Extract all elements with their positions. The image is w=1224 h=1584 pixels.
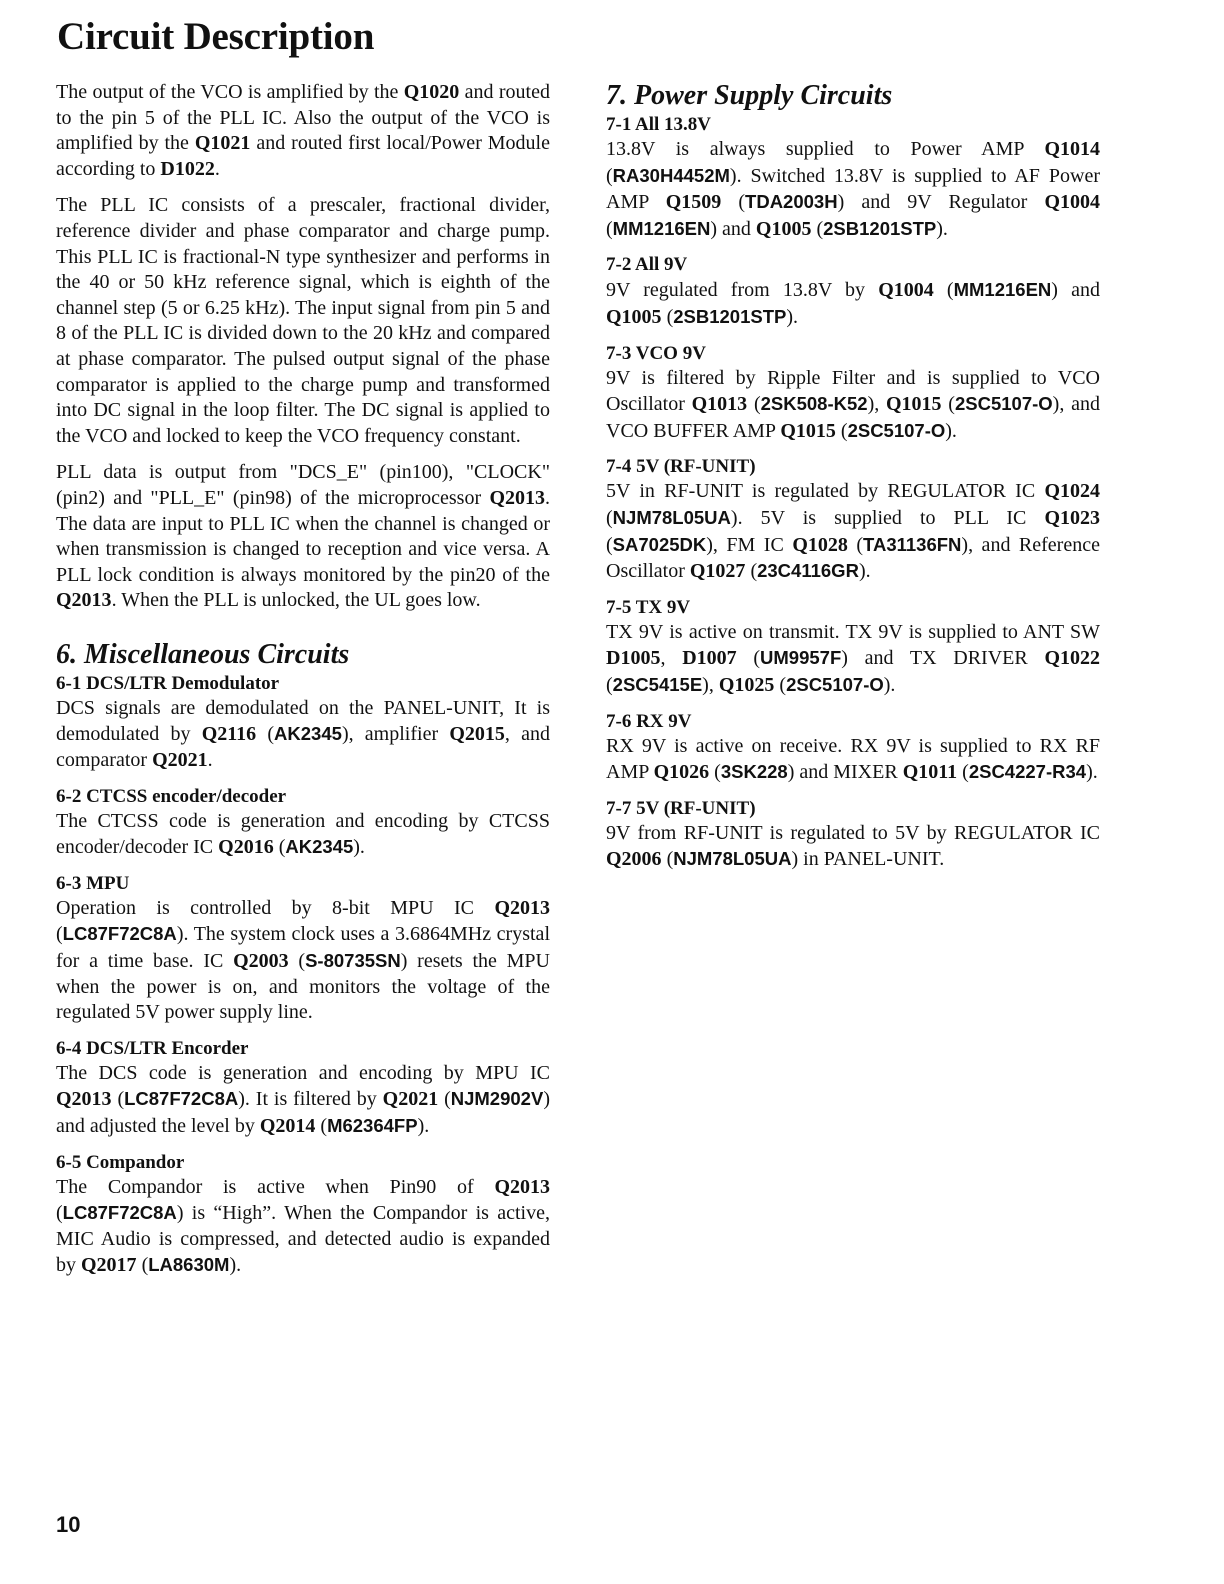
- text-run: 9V from RF-UNIT is regulated to 5V by REGULATOR IC: [606, 821, 1100, 844]
- component-ref: Q1020: [403, 81, 460, 103]
- part-number: S-80735SN: [305, 950, 401, 972]
- section-heading-power: 7. Power Supply Circuits: [606, 80, 893, 111]
- text-run: (: [288, 950, 306, 973]
- part-number: 2SC4227-R34: [968, 761, 1087, 783]
- part-number: NJM78L05UA: [673, 848, 792, 870]
- component-ref: Q2021: [382, 1088, 439, 1111]
- subsection: [606, 112, 1100, 242]
- text-run: ). 5V is supplied to PLL IC: [730, 506, 1045, 529]
- component-ref: Q1025: [718, 673, 775, 696]
- text-run: ). Switched 13.8V is supplied to AF Power AMP: [606, 164, 1100, 214]
- subsection-body: [56, 809, 550, 861]
- component-ref: Q2013: [494, 1175, 550, 1198]
- subsection-body: [606, 734, 1100, 786]
- subsection: [606, 252, 1100, 330]
- component-ref: Q1509: [665, 191, 722, 214]
- component-ref: D1007: [682, 647, 737, 670]
- text-run: (: [273, 836, 286, 859]
- part-number: AK2345: [274, 723, 342, 745]
- text-run: ) and 9V Regulator: [837, 191, 1045, 214]
- page-title: Circuit Description: [57, 15, 375, 58]
- text-run: (: [606, 164, 613, 187]
- subsection: [56, 1150, 550, 1279]
- text-run: (: [709, 761, 721, 784]
- subsection-body: [56, 1175, 550, 1279]
- text-run: (: [933, 279, 954, 302]
- body-paragraph: [56, 80, 550, 182]
- subsection-heading: 7-2 All 9V: [606, 254, 688, 276]
- text-run: ).: [353, 836, 365, 859]
- subsection-heading: 7-5 TX 9V: [606, 596, 691, 618]
- text-run: ). It is filtered by: [238, 1088, 383, 1111]
- text-run: (: [136, 1254, 149, 1277]
- subsection-heading: 7-7 5V (RF-UNIT): [606, 797, 756, 819]
- text-run: , and comparator: [56, 723, 550, 772]
- subsection-heading: 7-4 5V (RF-UNIT): [606, 456, 756, 478]
- component-ref: Q1024: [1044, 480, 1100, 503]
- part-number: NJM2902V: [450, 1088, 544, 1110]
- part-number: 2SB1201STP: [673, 305, 787, 327]
- part-number: NJM78L05UA: [612, 506, 731, 528]
- text-run: ),: [702, 673, 719, 696]
- component-ref: Q1004: [878, 279, 934, 302]
- text-run: TX 9V is active on transmit. TX 9V is supplied to ANT SW: [606, 620, 1100, 643]
- text-run: (: [606, 217, 613, 240]
- component-ref: Q1021: [194, 132, 251, 155]
- text-run: (: [315, 1115, 328, 1137]
- part-number: 2SK508-K52: [760, 393, 868, 415]
- text-run: The PLL IC consists of a prescaler, fractional divider, reference divider and phase comparator and charge pump. This PLL IC is fractional-N type synthesizer and performs in the 40 or 50 kHz reference signal, which is eighth of the channel step (5 or 6.25 kHz). The input signal from pin 5 and 8 of the PLL IC is divided down to the 20 kHz and compared at phase comparator. The pulsed output signal of the phase comparator is applied to the charge pump and transformed into DC signal in the loop filter. The DC signal is applied to the VCO and locked to keep the VCO frequency constant.: [56, 194, 550, 447]
- part-number: MM1216EN: [612, 217, 711, 239]
- component-ref: Q2013: [489, 486, 545, 509]
- subsection-body: [56, 696, 550, 774]
- text-run: (: [957, 761, 969, 784]
- component-ref: Q1023: [1044, 506, 1100, 529]
- component-ref: Q1014: [1044, 138, 1100, 160]
- subsection-heading: 6-2 CTCSS encoder/decoder: [56, 785, 287, 807]
- part-number: 23C4116GR: [757, 560, 859, 582]
- text-run: ) resets the MPU when the power is on, and monitors the voltage of the regulated 5V power supply line.: [56, 950, 550, 1024]
- subsection: [606, 341, 1100, 445]
- component-ref: Q1027: [689, 560, 746, 583]
- text-run: (: [111, 1088, 125, 1111]
- text-run: Operation is controlled by 8-bit MPU IC: [56, 896, 495, 919]
- subsection: [606, 454, 1100, 584]
- text-run: (: [747, 393, 761, 416]
- component-ref: Q1015: [885, 393, 942, 416]
- component-ref: Q2021: [152, 749, 208, 772]
- component-ref: Q2013: [56, 1088, 112, 1111]
- text-run: ) and MIXER: [787, 761, 903, 784]
- part-number: UM9957F: [760, 647, 842, 669]
- power-subsections: [606, 112, 1100, 873]
- subsection-heading: 7-1 All 13.8V: [606, 114, 712, 135]
- part-number: M62364FP: [327, 1115, 418, 1136]
- part-number: 2SC5107-O: [954, 393, 1053, 415]
- text-run: ) and adjusted the level by: [56, 1088, 550, 1137]
- text-run: (: [56, 923, 63, 946]
- component-ref: Q1028: [792, 533, 848, 556]
- component-ref: Q2014: [259, 1115, 316, 1137]
- text-run: ) in PANEL-UNIT.: [791, 848, 945, 871]
- text-run: ).: [1086, 761, 1098, 784]
- component-ref: Q1013: [691, 393, 748, 416]
- text-run: ) and: [710, 217, 756, 240]
- part-number: 2SC5107-O: [847, 419, 946, 441]
- text-run: .: [207, 749, 213, 772]
- subsection: [606, 709, 1100, 786]
- part-number: TDA2003H: [745, 191, 838, 213]
- subsection: [56, 1036, 550, 1140]
- subsection-body: [606, 366, 1100, 445]
- text-run: (: [256, 723, 275, 746]
- component-ref: Q1026: [653, 761, 710, 784]
- subsection: [56, 784, 550, 861]
- component-ref: Q1005: [606, 305, 662, 328]
- pll-description: [56, 80, 550, 614]
- text-run: (: [606, 673, 613, 696]
- subsection-body: [606, 479, 1100, 584]
- component-ref: D1022: [160, 157, 215, 180]
- subsection-heading: 6-5 Compandor: [56, 1151, 185, 1173]
- text-run: ), FM IC: [706, 533, 793, 556]
- subsection-heading: 6-3 MPU: [56, 872, 130, 894]
- component-ref: Q2017: [81, 1254, 137, 1277]
- subsection-body: [606, 620, 1100, 699]
- text-run: and routed to the pin 5 of the PLL IC. Also the output of the VCO is amplified by the: [56, 81, 550, 155]
- subsection-body: [606, 277, 1100, 330]
- component-ref: Q2116: [201, 723, 257, 746]
- subsection-heading: 6-4 DCS/LTR Encorder: [56, 1037, 249, 1059]
- text-run: DCS signals are demodulated on the PANEL-UNIT, It is demodulated by: [56, 696, 550, 746]
- text-run: (: [811, 217, 824, 240]
- part-number: LC87F72C8A: [62, 1202, 177, 1224]
- page-number: 10: [56, 1512, 81, 1537]
- subsection: [606, 796, 1100, 873]
- component-ref: Q1011: [902, 761, 958, 784]
- text-run: ) and TX DRIVER: [841, 647, 1045, 670]
- text-run: ), and Reference Oscillator: [606, 533, 1100, 583]
- part-number: 3SK228: [720, 761, 788, 783]
- text-run: PLL data is output from "DCS_E" (pin100), "CLOCK" (pin2) and "PLL_E" (pin98) of the microprocessor: [56, 461, 550, 509]
- component-ref: Q1004: [1044, 191, 1100, 214]
- right-column: [606, 80, 1100, 883]
- text-run: (: [774, 673, 787, 696]
- body-paragraph: [56, 193, 550, 449]
- part-number: TA31136FN: [863, 533, 962, 555]
- text-run: The CTCSS code is generation and encoding by CTCSS encoder/decoder IC: [56, 809, 550, 859]
- subsection-body: [606, 821, 1100, 873]
- text-run: ).: [936, 217, 948, 240]
- part-number: SA7025DK: [612, 533, 707, 555]
- text-run: ),: [867, 393, 886, 416]
- text-run: ).: [417, 1115, 430, 1137]
- text-run: ) and: [1051, 279, 1100, 302]
- text-run: ).: [945, 419, 957, 442]
- part-number: AK2345: [285, 836, 354, 858]
- part-number: LC87F72C8A: [62, 923, 177, 945]
- text-run: The DCS code is generation and encoding by MPU IC: [56, 1061, 550, 1084]
- component-ref: Q2003: [233, 950, 289, 973]
- component-ref: Q2013: [494, 896, 550, 919]
- component-ref: Q1022: [1044, 647, 1101, 670]
- text-run: ).: [858, 560, 871, 583]
- text-run: .: [214, 157, 220, 180]
- left-column: [56, 80, 550, 1289]
- misc-subsections: [56, 671, 550, 1279]
- text-run: (: [721, 191, 746, 214]
- text-run: 5V in RF-UNIT is regulated by REGULATOR IC: [606, 480, 1045, 503]
- component-ref: D1005: [606, 647, 661, 670]
- subsection-body: [606, 137, 1100, 242]
- subsection-body: [56, 896, 550, 1026]
- text-run: The Compandor is active when Pin90 of: [56, 1175, 495, 1198]
- subsection-body: [56, 1061, 550, 1140]
- component-ref: Q1005: [755, 217, 812, 240]
- part-number: LA8630M: [148, 1254, 230, 1276]
- text-run: . The data are input to PLL IC when the channel is changed or when transmission is changed to reception and vice versa. A PLL lock condition is always monitored by the pin20 of the: [56, 486, 550, 586]
- component-ref: Q1015: [780, 419, 836, 442]
- text-run: ,: [660, 647, 683, 670]
- subsection: [606, 595, 1100, 699]
- text-run: The output of the VCO is amplified by the: [56, 81, 404, 103]
- subsection-heading: 7-3 VCO 9V: [606, 342, 706, 364]
- text-run: (: [606, 506, 613, 529]
- part-number: MM1216EN: [953, 279, 1052, 301]
- part-number: 2SB1201STP: [823, 217, 937, 239]
- subsection-heading: 7-6 RX 9V: [606, 710, 692, 732]
- text-run: 9V is filtered by Ripple Filter and is supplied to VCO Oscillator: [606, 366, 1100, 416]
- text-run: (: [661, 305, 674, 328]
- text-run: (: [56, 1202, 63, 1225]
- text-run: (: [736, 647, 761, 670]
- part-number: 2SC5415E: [612, 673, 703, 695]
- component-ref: Q2015: [449, 723, 505, 746]
- subsection-heading: 6-1 DCS/LTR Demodulator: [56, 672, 280, 694]
- text-run: . When the PLL is unlocked, the UL goes low.: [111, 589, 481, 612]
- part-number: LC87F72C8A: [124, 1088, 239, 1110]
- text-run: RX 9V is active on receive. RX 9V is supplied to RX RF AMP: [606, 734, 1100, 784]
- text-run: ), amplifier: [341, 723, 450, 746]
- component-ref: Q2006: [606, 848, 662, 871]
- section-heading-misc: 6. Miscellaneous Circuits: [56, 638, 350, 670]
- body-paragraph: [56, 460, 550, 614]
- text-run: (: [847, 533, 864, 556]
- text-run: 9V regulated from 13.8V by: [606, 279, 879, 302]
- text-run: (: [835, 419, 848, 442]
- text-run: ), and VCO BUFFER AMP: [606, 393, 1100, 442]
- text-run: (: [661, 848, 674, 871]
- subsection: [56, 671, 550, 774]
- text-run: ).: [786, 305, 799, 328]
- text-run: (: [941, 393, 955, 416]
- text-run: ) is “High”. When the Compandor is active, MIC Audio is compressed, and detected audio is expanded by: [56, 1202, 550, 1277]
- text-run: ). The system clock uses a 3.6864MHz crystal for a time base. IC: [56, 923, 550, 973]
- text-run: (: [745, 560, 758, 583]
- text-run: (: [606, 533, 613, 556]
- text-run: and routed first local/Power Module according to: [56, 132, 550, 180]
- component-ref: Q2016: [218, 836, 274, 859]
- text-run: ).: [229, 1254, 242, 1277]
- component-ref: Q2013: [56, 589, 112, 612]
- subsection: [56, 871, 550, 1026]
- part-number: RA30H4452M: [612, 164, 730, 186]
- part-number: 2SC5107-O: [786, 673, 884, 695]
- text-run: ).: [883, 673, 896, 696]
- text-run: (: [438, 1088, 451, 1111]
- text-run: 13.8V is always supplied to Power AMP: [606, 138, 1045, 160]
